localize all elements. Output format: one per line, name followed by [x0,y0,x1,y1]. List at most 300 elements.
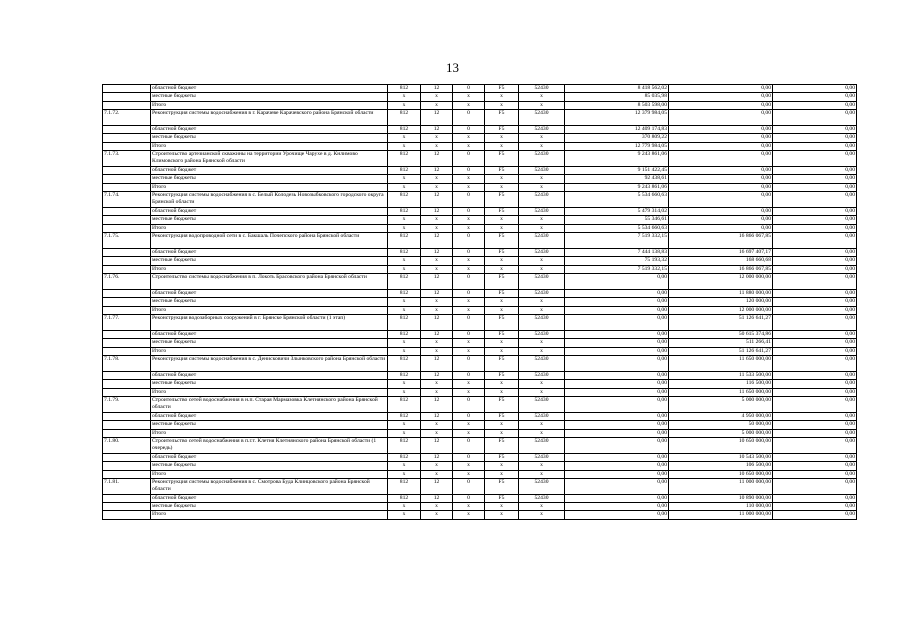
row-number-cell [103,470,151,478]
row-number-cell: 7.1.74. [103,192,151,208]
table-row [103,396,857,412]
row-number-cell [103,412,151,420]
item-name-cell: Итого [151,224,388,232]
item-name-cell: областной бюджет [151,248,388,256]
code-cell: 812 [388,437,421,453]
code-cell: F5 [485,396,519,412]
code-cell: x [519,421,565,429]
code-cell: x [485,101,519,109]
amount-cell: 0,00 [565,478,669,494]
row-number-cell [103,125,151,133]
code-cell: 12 [421,330,453,338]
amount-cell: 0,00 [565,462,669,470]
amount-cell: 0,00 [669,192,773,208]
amount-cell: 12 000 000,00 [669,274,773,290]
amount-cell: 0,00 [773,85,857,93]
code-cell: 812 [388,233,421,249]
code-cell: 812 [388,248,421,256]
code-cell: 52430 [519,315,565,331]
amount-cell: 0,00 [773,306,857,314]
amount-cell: 106 500,00 [669,462,773,470]
amount-cell: 0,00 [773,216,857,224]
code-cell: x [453,134,485,142]
code-cell: F5 [485,437,519,453]
code-cell: x [519,503,565,511]
amount-cell: 0,00 [773,462,857,470]
code-cell: 812 [388,494,421,502]
amount-cell: 0,00 [773,257,857,265]
code-cell: x [421,380,453,388]
row-number-cell [103,265,151,273]
amount-cell: 0,00 [773,110,857,126]
row-number-cell [103,224,151,232]
code-cell: x [519,101,565,109]
code-cell: x [485,134,519,142]
item-name-cell: областной бюджет [151,207,388,215]
amount-cell: 11 650 000,00 [669,355,773,371]
amount-cell: 16 866 067,85 [669,265,773,273]
amount-cell: 5 479 314,02 [565,207,669,215]
code-cell: x [388,298,421,306]
code-cell: x [519,175,565,183]
table-row [103,216,857,224]
amount-cell: 0,00 [773,166,857,174]
amount-cell: 0,00 [565,298,669,306]
table-row [103,330,857,338]
code-cell: x [421,462,453,470]
amount-cell: 11 000 000,00 [669,511,773,519]
code-cell: 812 [388,315,421,331]
amount-cell: 51 126 641,27 [669,347,773,355]
amount-cell: 8 503 598,00 [565,101,669,109]
amount-cell: 11 000 000,00 [669,478,773,494]
code-cell: x [421,388,453,396]
code-cell: x [485,216,519,224]
amount-cell: 0,00 [669,125,773,133]
code-cell: x [388,101,421,109]
amount-cell: 0,00 [773,421,857,429]
code-cell: 0 [453,478,485,494]
code-cell: x [421,183,453,191]
item-name-cell: Итого [151,142,388,150]
amount-cell: 0,00 [773,330,857,338]
code-cell: 812 [388,478,421,494]
amount-cell: 0,00 [669,101,773,109]
row-number-cell [103,494,151,502]
code-cell: 52430 [519,396,565,412]
code-cell: x [519,224,565,232]
row-number-cell [103,453,151,461]
code-cell: x [421,257,453,265]
row-number-cell [103,429,151,437]
code-cell: 52430 [519,125,565,133]
amount-cell: 0,00 [565,421,669,429]
code-cell: x [519,347,565,355]
table-row [103,339,857,347]
amount-cell: 0,00 [773,371,857,379]
item-name-cell: Реконструкция системы водоснабжения в г. Карачеве Карачевского района Брянской области [151,110,388,126]
row-number-cell [103,207,151,215]
amount-cell: 0,00 [565,396,669,412]
amount-cell: 0,00 [669,183,773,191]
code-cell: x [519,183,565,191]
item-name-cell: Итого [151,429,388,437]
code-cell: F5 [485,151,519,167]
row-number-cell: 7.1.78. [103,355,151,371]
amount-cell: 0,00 [773,429,857,437]
code-cell: x [453,347,485,355]
amount-cell: 0,00 [565,453,669,461]
amount-cell: 75 193,32 [565,257,669,265]
code-cell: x [519,298,565,306]
code-cell: 812 [388,166,421,174]
code-cell: 0 [453,371,485,379]
amount-cell: 0,00 [773,192,857,208]
row-number-cell [103,142,151,150]
item-name-cell: местные бюджеты [151,298,388,306]
amount-cell: 0,00 [773,511,857,519]
code-cell: x [485,511,519,519]
amount-cell: 0,00 [773,289,857,297]
table-row [103,478,857,494]
code-cell: F5 [485,355,519,371]
amount-cell: 11 650 000,00 [669,388,773,396]
code-cell: x [421,347,453,355]
code-cell: F5 [485,248,519,256]
table-row [103,151,857,167]
code-cell: 812 [388,274,421,290]
code-cell: x [453,298,485,306]
code-cell: 0 [453,274,485,290]
item-name-cell: Строительство артезианской скважины на территории Урочище Чарухе в д. Кнлимово Климовского района Брянской области [151,151,388,167]
item-name-cell: Реконструкция системы водоснабжения в с. Смотрова Буда Клинцовского района Брянской области [151,478,388,494]
code-cell: 0 [453,110,485,126]
row-number-cell [103,380,151,388]
code-cell: x [519,511,565,519]
row-number-cell [103,175,151,183]
code-cell: x [421,224,453,232]
code-cell: 12 [421,371,453,379]
code-cell: x [519,388,565,396]
code-cell: x [485,388,519,396]
code-cell: 12 [421,166,453,174]
code-cell: x [453,224,485,232]
code-cell: 0 [453,412,485,420]
table-row [103,347,857,355]
amount-cell: 51 126 641,27 [669,315,773,331]
table-row [103,207,857,215]
amount-cell: 0,00 [773,274,857,290]
code-cell: x [485,306,519,314]
amount-cell: 168 660,68 [669,257,773,265]
amount-cell: 0,00 [773,494,857,502]
table-row [103,248,857,256]
item-name-cell: Итого [151,306,388,314]
code-cell: x [485,257,519,265]
code-cell: 52430 [519,110,565,126]
item-name-cell: Итого [151,511,388,519]
code-cell: x [421,142,453,150]
code-cell: 812 [388,355,421,371]
code-cell: x [388,380,421,388]
amount-cell: 0,00 [565,412,669,420]
amount-cell: 0,00 [669,85,773,93]
code-cell: 12 [421,274,453,290]
table-row [103,142,857,150]
code-cell: 52430 [519,412,565,420]
code-cell: x [519,462,565,470]
amount-cell: 12 409 174,83 [565,125,669,133]
code-cell: 52430 [519,248,565,256]
code-cell: F5 [485,315,519,331]
code-cell: 12 [421,478,453,494]
table-row [103,355,857,371]
code-cell: x [453,306,485,314]
amount-cell: 0,00 [773,207,857,215]
row-number-cell [103,298,151,306]
code-cell: x [388,93,421,101]
item-name-cell: Итого [151,265,388,273]
amount-cell: 0,00 [773,151,857,167]
code-cell: x [485,183,519,191]
amount-cell: 12 779 984,05 [565,142,669,150]
row-number-cell [103,388,151,396]
code-cell: x [388,142,421,150]
item-name-cell: местные бюджеты [151,216,388,224]
code-cell: x [388,224,421,232]
code-cell: 52430 [519,166,565,174]
amount-cell: 0,00 [565,470,669,478]
code-cell: 812 [388,151,421,167]
amount-cell: 0,00 [565,503,669,511]
code-cell: x [453,183,485,191]
code-cell: x [453,388,485,396]
code-cell: 12 [421,85,453,93]
code-cell: F5 [485,166,519,174]
code-cell: 0 [453,85,485,93]
amount-cell: 10 650 000,00 [669,437,773,453]
amount-cell: 511 266,41 [669,339,773,347]
row-number-cell [103,93,151,101]
code-cell: x [485,339,519,347]
item-name-cell: местные бюджеты [151,257,388,265]
code-cell: 0 [453,330,485,338]
table-row [103,380,857,388]
amount-cell: 50 000,00 [669,421,773,429]
code-cell: F5 [485,85,519,93]
code-cell: x [421,339,453,347]
row-number-cell: 7.1.72. [103,110,151,126]
item-name-cell: местные бюджеты [151,380,388,388]
amount-cell: 5 000 000,00 [669,396,773,412]
table-row [103,125,857,133]
amount-cell: 0,00 [565,511,669,519]
amount-cell: 0,00 [773,339,857,347]
amount-cell: 0,00 [669,151,773,167]
amount-cell: 9 151 422,45 [565,166,669,174]
item-name-cell: местные бюджеты [151,462,388,470]
code-cell: 812 [388,110,421,126]
amount-cell: 0,00 [669,166,773,174]
code-cell: x [421,101,453,109]
code-cell: 812 [388,85,421,93]
code-cell: 12 [421,453,453,461]
code-cell: 52430 [519,207,565,215]
item-name-cell: областной бюджет [151,125,388,133]
table-row [103,224,857,232]
table-row [103,421,857,429]
amount-cell: 110 000,00 [669,503,773,511]
item-name-cell: Реконструкция системы водоснабжения в с. Денисковичи Злынковского района Брянской области [151,355,388,371]
amount-cell: 55 346,61 [565,216,669,224]
code-cell: x [421,298,453,306]
table-row [103,388,857,396]
amount-cell: 0,00 [773,233,857,249]
code-cell: 12 [421,412,453,420]
code-cell: x [453,216,485,224]
amount-cell: 0,00 [565,429,669,437]
row-number-cell [103,289,151,297]
row-number-cell: 7.1.77. [103,315,151,331]
code-cell: 812 [388,289,421,297]
code-cell: 52430 [519,494,565,502]
code-cell: x [453,470,485,478]
code-cell: x [388,347,421,355]
amount-cell: 0,00 [773,396,857,412]
table-row [103,265,857,273]
amount-cell: 0,00 [669,216,773,224]
item-name-cell: Итого [151,183,388,191]
code-cell: 12 [421,494,453,502]
code-cell: x [388,462,421,470]
code-cell: x [453,339,485,347]
table-row [103,470,857,478]
code-cell: x [485,503,519,511]
code-cell: x [485,224,519,232]
amount-cell: 85 035,98 [565,93,669,101]
item-name-cell: Итого [151,470,388,478]
item-name-cell: местные бюджеты [151,503,388,511]
amount-cell: 16 697 407,17 [669,248,773,256]
code-cell: 52430 [519,437,565,453]
table-row [103,315,857,331]
table-row [103,437,857,453]
code-cell: x [421,306,453,314]
item-name-cell: Итого [151,388,388,396]
table-row [103,166,857,174]
code-cell: x [388,257,421,265]
table-row [103,192,857,208]
row-number-cell [103,85,151,93]
amount-cell: 0,00 [565,274,669,290]
item-name-cell: местные бюджеты [151,421,388,429]
amount-cell: 0,00 [565,315,669,331]
code-cell: 52430 [519,330,565,338]
code-cell: 0 [453,437,485,453]
code-cell: x [485,298,519,306]
code-cell: x [519,134,565,142]
code-cell: x [453,503,485,511]
amount-cell: 0,00 [565,437,669,453]
amount-cell: 10 890 000,00 [669,494,773,502]
code-cell: 52430 [519,274,565,290]
code-cell: F5 [485,207,519,215]
amount-cell: 0,00 [669,134,773,142]
amount-cell: 0,00 [773,125,857,133]
amount-cell: 120 000,00 [669,298,773,306]
amount-cell: 0,00 [773,412,857,420]
code-cell: 52430 [519,478,565,494]
code-cell: x [519,257,565,265]
amount-cell: 0,00 [565,330,669,338]
code-cell: x [421,503,453,511]
row-number-cell [103,347,151,355]
table-row [103,93,857,101]
row-number-cell [103,339,151,347]
row-number-cell [103,421,151,429]
amount-cell: 11 880 000,00 [669,289,773,297]
amount-cell: 0,00 [565,371,669,379]
table-row [103,371,857,379]
code-cell: x [388,339,421,347]
code-cell: x [485,93,519,101]
code-cell: 12 [421,315,453,331]
row-number-cell [103,257,151,265]
code-cell: 0 [453,125,485,133]
code-cell: 0 [453,248,485,256]
item-name-cell: местные бюджеты [151,93,388,101]
table-row [103,101,857,109]
code-cell: 12 [421,355,453,371]
code-cell: x [388,183,421,191]
amount-cell: 10 650 000,00 [669,470,773,478]
code-cell: F5 [485,289,519,297]
row-number-cell [103,462,151,470]
table-row [103,134,857,142]
code-cell: F5 [485,274,519,290]
amount-cell: 5 534 660,63 [565,192,669,208]
amount-cell: 0,00 [565,355,669,371]
amount-cell: 0,00 [773,142,857,150]
code-cell: x [485,175,519,183]
item-name-cell: областной бюджет [151,371,388,379]
table-row [103,110,857,126]
code-cell: 52430 [519,289,565,297]
code-cell: 12 [421,151,453,167]
item-name-cell: областной бюджет [151,494,388,502]
row-number-cell: 7.1.76. [103,274,151,290]
code-cell: x [453,101,485,109]
code-cell: 12 [421,437,453,453]
code-cell: 12 [421,248,453,256]
code-cell: x [485,347,519,355]
code-cell: x [485,142,519,150]
code-cell: x [453,175,485,183]
amount-cell: 0,00 [669,207,773,215]
code-cell: 52430 [519,355,565,371]
code-cell: x [485,421,519,429]
code-cell: F5 [485,371,519,379]
row-number-cell [103,511,151,519]
code-cell: 12 [421,396,453,412]
code-cell: F5 [485,412,519,420]
table-row [103,511,857,519]
table-row [103,429,857,437]
code-cell: 812 [388,192,421,208]
code-cell: 0 [453,315,485,331]
code-cell: F5 [485,192,519,208]
code-cell: 0 [453,396,485,412]
